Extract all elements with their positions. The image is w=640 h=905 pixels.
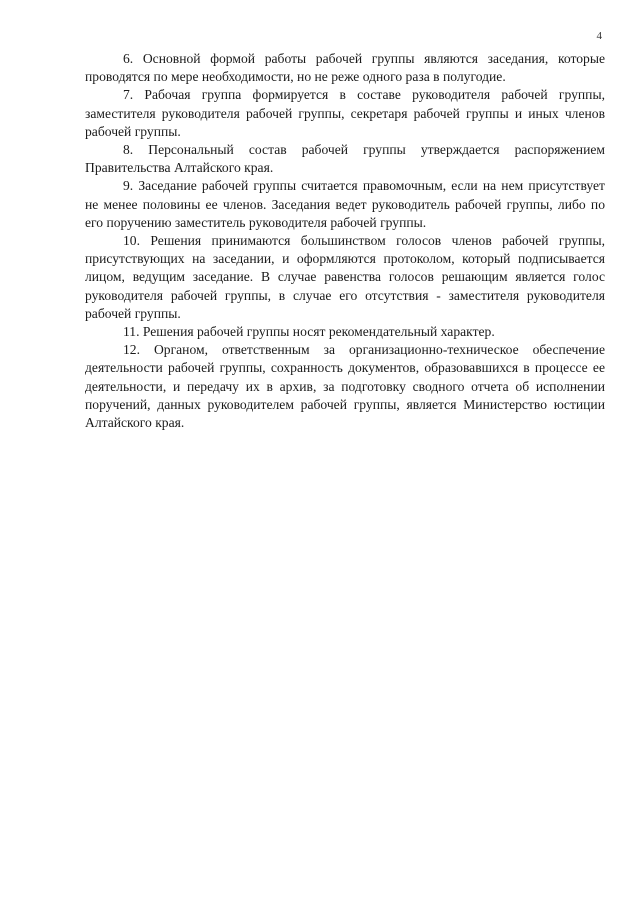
paragraph-7: 7. Рабочая группа формируется в составе руководителя рабочей группы, заместителя руководителя рабочей группы, секретаря рабочей группы и иных членов рабочей группы. (85, 87, 605, 139)
page-number: 4 (596, 30, 602, 42)
paragraph-12: 12. Органом, ответственным за организационно-техническое обеспечение деятельности рабочей группы, сохранность документов, образовавшихся в процессе ее деятельности, и передачу их в архив, за подготовку сводного отчета об исполнении поручений, данных руководителем рабочей группы, является Министерство юстиции Алтайского края. (85, 342, 605, 431)
paragraph-11: 11. Решения рабочей группы носят рекомендательный характер. (123, 324, 495, 340)
paragraph-6: 6. Основной формой работы рабочей группы являются заседания, которые проводятся по мере необходимости, но не реже одного раза в полугодие. (85, 51, 605, 85)
document-body (85, 50, 605, 432)
paragraph-8: 8. Персональный состав рабочей группы утверждается распоряжением Правительства Алтайского края. (85, 142, 605, 176)
paragraph-10: 10. Решения принимаются большинством голосов членов рабочей группы, присутствующих на заседании, и оформляются протоколом, который подписывается лицом, ведущим заседание. В случае равенства голосов решающим является голос руководителя рабочей группы, в случае его отсутствия - заместителя руководителя рабочей группы. (85, 233, 605, 321)
paragraph-9: 9. Заседание рабочей группы считается правомочным, если на нем присутствует не менее половины ее членов. Заседания ведет руководитель рабочей группы, либо по его поручению заместитель руководителя рабочей группы. (85, 178, 605, 230)
